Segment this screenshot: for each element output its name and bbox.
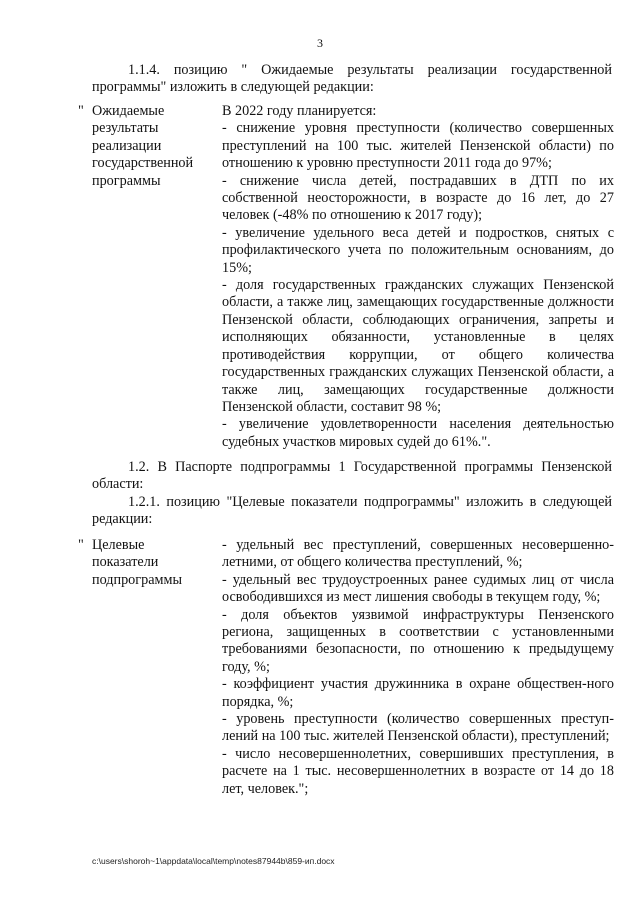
paragraph-1-2-text: 1.2. В Паспорте подпрограммы 1 Государственной программы Пензенской области: [92, 459, 612, 493]
result-item: - увеличение удовлетворенности населения деятельностью судебных участков мировых судей до 61%.". [222, 416, 614, 450]
label-line: Ожидаемые [92, 103, 165, 119]
opening-quote: " [78, 103, 84, 119]
result-item: - снижение уровня преступности (количество совершенных преступлений на 100 тыс. жителей Пензенской области) по отношению к уровню преступности 2011 года до 97%; [222, 120, 614, 172]
label-line: показатели [92, 554, 159, 571]
footer-file-path: c:\users\shoroh~1\appdata\local\temp\notes87944b\859-ип.docx [92, 856, 335, 866]
label-line: Целевые [92, 537, 145, 553]
indicator-item: - число несовершеннолетних, совершивших преступления, в расчете на 1 тыс. несовершеннолетних в возрасте от 14 до 18 лет, человек."; [222, 745, 614, 797]
expected-results-label [92, 103, 210, 190]
expected-results-content [222, 103, 614, 451]
indicator-item: - коэффициент участия дружинника в охране обществен-ного порядка, %; [222, 676, 614, 710]
result-item: - доля государственных гражданских служащих Пензенской области, а также лиц, замещающих государственные должности Пензенской области, соблюдающих ограничения, запреты и исполняющих обязанности, установленные в целях противодействия коррупции, от общего количества государственных гражданских служащих Пензенской области, а также лиц, замещающих государственные должности Пензенской области, составит 98 %; [222, 277, 614, 415]
paragraph-1-2-1-text: 1.2.1. позицию "Целевые показатели подпрограммы" изложить в следующей редакции: [92, 494, 612, 528]
label-line: подпрограммы [92, 571, 182, 588]
target-indicators-content [222, 537, 614, 798]
label-line: государственной [92, 155, 194, 172]
opening-quote: " [78, 537, 84, 553]
indicator-item: - уровень преступности (количество совершенных преступ-лений на 100 тыс. жителей Пензенской области), преступлений; [222, 711, 614, 745]
indicator-item: - доля объектов уязвимой инфраструктуры Пензенского региона, защищенных в соответствии с установленными требованиями безопасности, по отношению к предыдущему году, %; [222, 606, 614, 675]
label-line: программы [92, 172, 161, 189]
paragraph-1-1-4-text: 1.1.4. позицию " Ожидаемые результаты реализации государственной программы" изложить в следующей редакции: [92, 62, 612, 96]
expected-results-block [78, 103, 614, 453]
indicator-item: - удельный вес трудоустроенных ранее судимых лиц от числа освободившихся из мест лишения свободы в текущем году, %; [222, 571, 614, 606]
label-line: результаты [92, 120, 159, 137]
paragraph-1-2 [92, 459, 612, 494]
label-line: реализации [92, 137, 162, 154]
result-item: В 2022 году планируется: [222, 103, 377, 119]
target-indicators-block [78, 537, 614, 837]
page-number: 3 [317, 36, 323, 50]
result-item: - снижение числа детей, пострадавших в ДТП по их собственной неосторожности, в возрасте до 16 лет, до 27 человек (-48% по отношению к 2017 году); [222, 172, 614, 224]
paragraph-1-2-1 [92, 494, 612, 529]
result-item: - увеличение удельного веса детей и подростков, снятых с профилактического учета по положительным основаниям, до 15%; [222, 224, 614, 276]
paragraph-1-1-4 [92, 62, 612, 97]
indicator-item: - удельный вес преступлений, совершенных несовершенно-летними, от общего количества преступлений, %; [222, 537, 614, 571]
target-indicators-label [92, 537, 210, 589]
